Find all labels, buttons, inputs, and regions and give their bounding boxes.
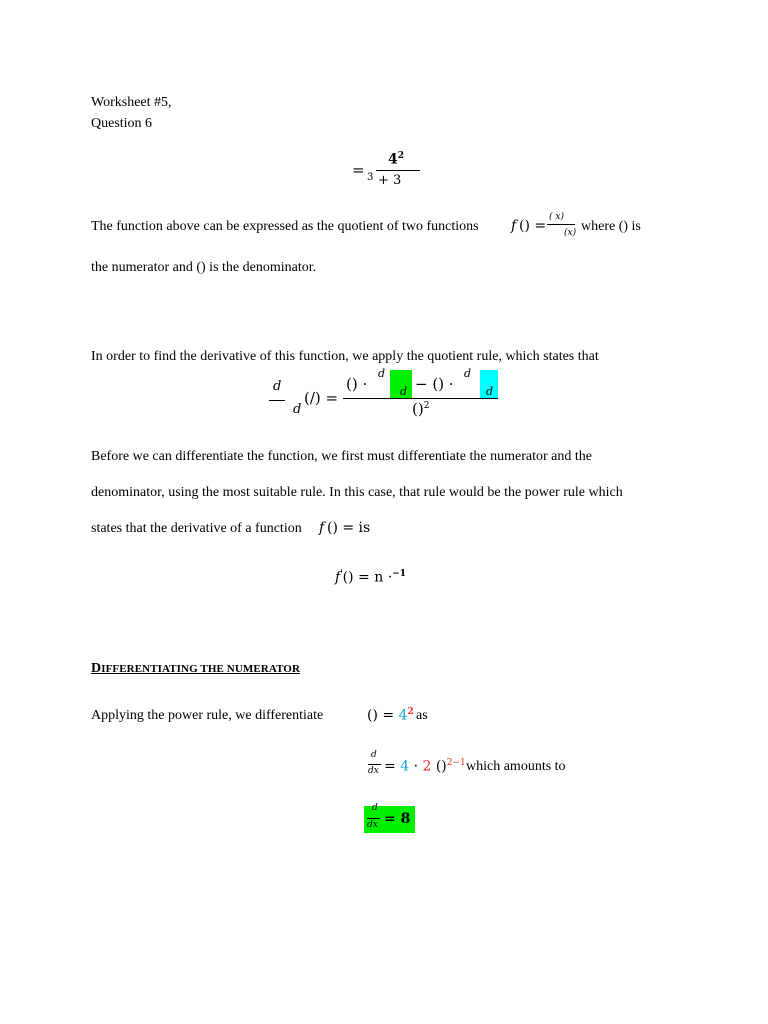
step1-two: 2 xyxy=(422,758,432,775)
power-rule-prime: ' xyxy=(340,569,343,579)
step1-dot: · xyxy=(413,758,419,775)
qr-num-d2: d xyxy=(464,367,472,380)
step1-d-bar xyxy=(368,764,381,765)
qr-fraction-bar xyxy=(343,398,498,399)
para1-fraction-bar xyxy=(547,224,575,225)
question-number: Question 6 xyxy=(91,116,153,131)
apply-expr xyxy=(367,708,414,723)
eq1-equals: = xyxy=(352,161,365,179)
qr-num-d1-bottom: d xyxy=(400,385,408,398)
qr-d-top: d xyxy=(273,379,282,394)
qr-denominator xyxy=(412,402,429,417)
result-d-bar xyxy=(367,818,380,819)
step1-d-top: d xyxy=(371,750,377,760)
step1-body xyxy=(384,759,466,774)
result-d-top: d xyxy=(372,803,378,813)
para1-text-a: The function above can be expressed as the quotient of two functions xyxy=(91,219,479,234)
qr-denominator-base: () xyxy=(412,400,424,418)
qr-d-bottom: d xyxy=(293,402,302,417)
qr-num-d1: d xyxy=(378,367,386,380)
para1-frac-bottom: (x) xyxy=(564,228,577,238)
section-heading-initial: D xyxy=(91,661,102,676)
para3-line3-a: states that the derivative of a function xyxy=(91,521,302,536)
qr-denominator-exp: 2 xyxy=(423,401,430,411)
qr-paren-expr: (/) = xyxy=(304,389,339,407)
power-rule-exp: −1 xyxy=(392,569,406,579)
para1-f: f xyxy=(511,218,517,234)
step1-tail: which amounts to xyxy=(466,759,566,774)
result-d-bottom: dx xyxy=(367,820,378,830)
para3-line3-b: () = is xyxy=(327,520,371,536)
para1-line2: the numerator and () is the denominator. xyxy=(91,260,317,275)
para1-paren-eq: () = xyxy=(519,218,547,234)
apply-as: as xyxy=(416,708,428,723)
apply-exp: 2 xyxy=(407,707,414,717)
eq1-numerator-base: 4 xyxy=(388,151,398,168)
step1-exp: 2−1 xyxy=(446,758,466,768)
result-eq: = 8 xyxy=(384,811,411,827)
eq1-sup-left: 3 xyxy=(367,172,374,183)
step1-d-bottom: dx xyxy=(368,766,379,776)
qr-num-d2-bottom: d xyxy=(486,385,494,398)
qr-num-minus: − () · xyxy=(415,375,454,393)
para3-line3-f: f xyxy=(319,520,325,536)
worksheet-title: Worksheet #5, xyxy=(91,95,172,110)
section-heading-rest: IFFERENTIATING THE NUMERATOR xyxy=(101,663,301,675)
para1-text-b: where () is xyxy=(581,219,641,234)
para2-text: In order to find the derivative of this function, we apply the quotient rule, which states that xyxy=(91,349,599,364)
para3-line2: denominator, using the most suitable rule. In this case, that rule would be the power rule which xyxy=(91,485,623,500)
section-heading xyxy=(91,662,300,676)
para3-line1: Before we can differentiate the function, we first must differentiate the numerator and the xyxy=(91,449,592,464)
power-rule-rest: () = n · xyxy=(342,569,393,586)
power-rule-f: f xyxy=(335,569,341,586)
step1-eq: = xyxy=(384,758,396,775)
eq1-numerator-exp: 2 xyxy=(397,151,405,161)
para1-frac-top: ( x) xyxy=(549,212,564,222)
qr-num-a: () · xyxy=(346,375,368,393)
step1-paren: () xyxy=(435,758,447,775)
qr-d-bar xyxy=(269,400,285,401)
apply-text: Applying the power rule, we differentiate xyxy=(91,708,324,723)
step1-coef: 4 xyxy=(400,758,410,775)
power-rule-formula xyxy=(335,570,406,585)
eq1-denominator: + 3 xyxy=(378,173,402,188)
apply-coef: 4 xyxy=(398,707,408,724)
eq1-numerator xyxy=(388,152,404,167)
eq1-fraction-bar xyxy=(376,170,420,171)
apply-expr-left: () = xyxy=(367,707,395,724)
